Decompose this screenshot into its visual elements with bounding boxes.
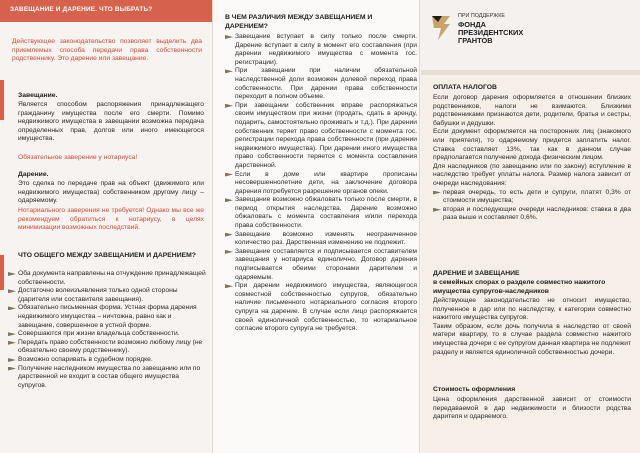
gift-heading: Дарение.: [18, 171, 49, 178]
logo-area: [421, 0, 640, 68]
intro-text: Действующее законодательство позволяет выделить два приемлемых способа передачи права собственности родственнику. Это дарение или завещание.: [12, 38, 202, 63]
will-note: Обязательное заверение у нотариуса!: [18, 154, 138, 161]
dispute-heading: ДАРЕНИЕ И ЗАВЕЩАНИЕ: [433, 270, 520, 277]
gift-note: Нотариального заверения не требуется! Однако мы все же рекомендуем обратиться к нотариусу, в целях минимизации возможных последствий.: [18, 207, 204, 232]
right-column: [421, 78, 640, 453]
differences-list: [225, 33, 417, 334]
left-column: [0, 0, 212, 453]
list-item: При завещании собственник вправе распоряжаться своим имуществом при жизни (продать, сдать в аренду, подарить, самостоятельно проживать и т.д.). При дарении собственник теряет право собственности с момента гос. регистрации перехода права собственности (при дарении недвижимого имущества). При дарении иного имущества право собственности теряется с момента составления дарственной.: [225, 102, 417, 171]
section-header-bar: [0, 0, 212, 22]
list-item: Завещание вступает в силу только после смерти. Дарение вступает в силу в момент его составления (при дарении недвижимого имущества с момента гос. регистрации).: [225, 33, 417, 67]
common-list: [8, 270, 206, 390]
grant-fund-logo-icon: [430, 14, 452, 42]
section-header-title: ЗАВЕЩАНИЕ И ДАРЕНИЕ. ЧТО ВЫБРАТЬ?: [10, 6, 153, 13]
list-item: Если в доме или квартире прописаны несовершеннолетние дети, на заключение договора дарения потребуется разрешение органов опеки.: [225, 171, 417, 197]
list-item: Совершаются при жизни владельца собственности.: [8, 330, 206, 339]
list-item: При завещании при наличии обязательной наследственной доли возможен долевой переход права собственности. При дарении права собственности переходит в полном объеме.: [225, 67, 417, 101]
gift-text: Это сделка по передаче прав на объект (движимого или недвижимого имущества) собственником другому лицу – одаряемому.: [18, 180, 204, 205]
list-item: Завещание составляется и подписывается составителем завещания у нотариуса единолично. Договор дарения подписывается обеими сторонами дарителем и одаряемым.: [225, 248, 417, 282]
dispute-text: Действующее законодательство не относит имущество, полученное в дар или по наследству, к категории совместно нажитого имущества супругов. Таким образом, если дочь получила в наследство от своей матери квартиру, то в случае раздела совместно нажитого имущества дочери с ее супругом данная квартира не подлежит разделу и является единоличной собственностью дочери.: [433, 297, 631, 356]
will-text: Является способом распоряжения принадлежащего гражданину имущества после его смерти. Помимо недвижимого имущества в завещании возможна передача определенных прав, долгов или иного имеющегося имущества.: [18, 101, 204, 143]
differences-heading: В ЧЕМ РАЗЛИЧИЯ МЕЖДУ ЗАВЕЩАНИЕМ И ДАРЕНИЕМ?: [225, 14, 373, 30]
accent-bar: [0, 255, 4, 290]
list-item: Получение наследником имущества по завещанию или по дарственной не входит в состав общего имущества супругов.: [8, 365, 206, 391]
divider: [421, 70, 640, 75]
list-item: Завещание возможно изменять неограниченное количество раз. Дарственная изменению не подлежит.: [225, 231, 417, 248]
list-item: Обязательно письменная форма. Устная форма дарения недвижимого имущества – ничтожна, равно как и завещание, совершенное в устной форме.: [8, 304, 206, 330]
list-item: первая очередь, то есть дети и супруги, платят 0,3% от стоимости имущества;: [433, 189, 631, 206]
cost-text: Цена оформления дарственной зависит от стоимости передаваемой в дар недвижимости и близости родства дарителя и одаряемого.: [433, 396, 631, 421]
logo-title: ФОНДА ПРЕЗИДЕНТСКИХ ГРАНТОВ: [458, 20, 524, 45]
dispute-subheading: в семейных спорах о разделе совместно нажитого имущества супругов-наследников: [433, 279, 606, 295]
list-item: вторая и последующие очереди наследников: ставка в два раза выше и составляет 0,6%.: [433, 206, 631, 223]
list-item: Оба документа направлены на отчуждение принадлежащей собственности.: [8, 270, 206, 287]
list-item: Передать право собственности возможно любому лицу (не обязательно своему родственнику).: [8, 339, 206, 356]
accent-bar: [0, 80, 4, 120]
list-item: При дарении недвижимого имущества, являющегося совместной собственностью супругов, обязательно наличие письменного нотариального согласия второго супруга на дарение. В случае если лицо распоряжается своей единоличной собственностью, то нотариальное согласие второго супруга не требуется.: [225, 282, 417, 334]
cost-heading: Стоимость оформления: [433, 386, 516, 393]
will-heading: Завещание.: [18, 92, 58, 99]
tax-text: Если договор дарения оформляется в отношении близких родственников, налоги не взимаются. Близкими родственниками признаются дети, родители, братья и сестры, бабушки и дедушки. Если документ оформляется на посторонних лиц (знакомого или приятеля), то одаряемому придется заплатить налог. Ставка составляет 13%, так как в данном случае предполагается получение дохода физическим лицом. Для наследников (по завещанию или по закону) вступление в наследство требует уплаты налога. Размер налога зависит от очереди наследования: первая очередь, то есть дети и супруги, платят 0,3% от стоимости имущества; вторая и последующие очереди наследников: ставка в два раза выше и составляет 0,6%.: [433, 94, 631, 222]
list-item: Достаточно волеизъявления только одной стороны (дарителя или составителя завещания).: [8, 287, 206, 304]
tax-heading: ОПЛАТА НАЛОГОВ: [433, 84, 497, 91]
middle-column: [212, 0, 420, 453]
list-item: Завещание возможно обжаловать только после смерти, в период открытия наследства. Дарение возможно обжаловать с момента составления и/или перехода права собственности.: [225, 196, 417, 230]
common-heading: ЧТО ОБЩЕГО МЕЖДУ ЗАВЕЩАНИЕМ И ДАРЕНИЕМ?: [18, 252, 196, 259]
list-item: Возможно оспаривать в судебном порядке.: [8, 356, 206, 365]
logo-support-text: ПРИ ПОДДЕРЖКЕ: [458, 13, 505, 19]
